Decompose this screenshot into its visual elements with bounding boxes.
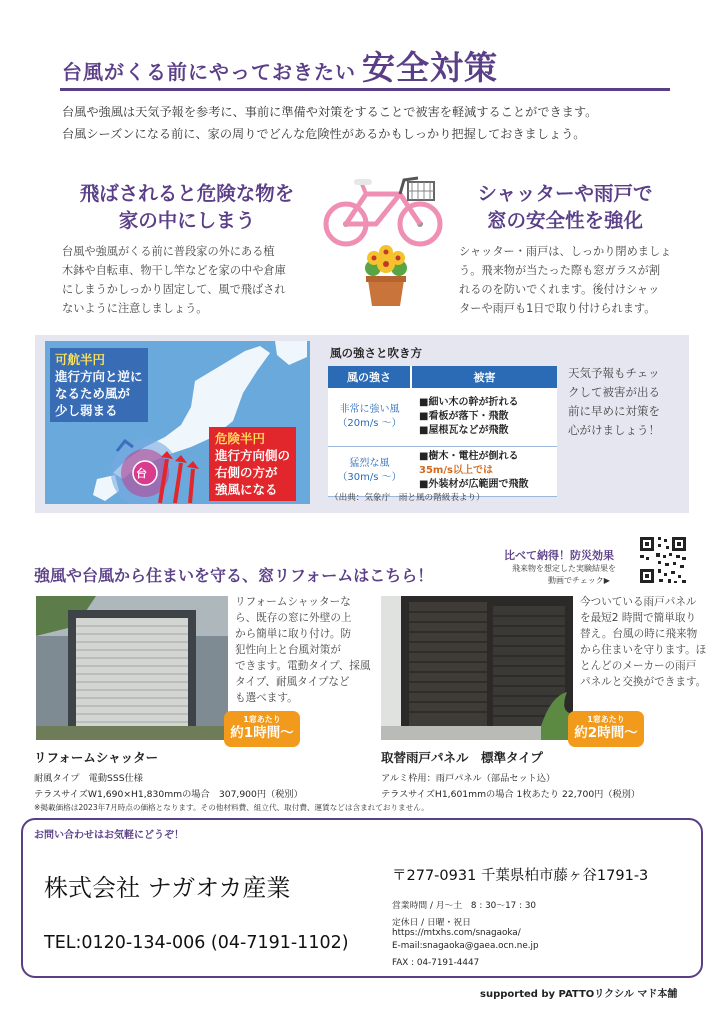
shutter-price: テラスサイズW1,690×H1,830mmの場合 307,900円（税別） [34,789,303,800]
typhoon-label: 台 [136,467,147,480]
fax-number: FAX : 04-7191-4447 [392,958,480,968]
strength-line: 猛烈な風 [349,458,390,469]
danger-line: 強風になる [215,482,278,497]
email-link[interactable]: E-mail:snagaoka@gaea.ocn.ne.jp [392,941,539,951]
table-row [328,446,557,496]
left-text-line: にしまうかしっかり固定して、風で飛ばされ [62,283,286,296]
forecast-line: 天気予報もチェッ [568,366,660,380]
right-heading-line-2: 窓の安全性を強化 [486,209,643,232]
bicycle-flowerpot-illustration [318,172,448,312]
left-text-line: ないように注意しましょう。 [62,302,208,315]
row-strength [328,388,411,446]
desc-line: タイプ、耐風タイプなど [235,676,350,688]
badge-small-text: 1窓あたり [243,715,281,724]
title-main: 台風がくる前にやっておきたい [62,60,356,84]
right-text-line: ターや雨戸も1日で取り付けられます。 [459,302,656,315]
shutter-time-badge [224,711,300,747]
desc-line: ら、既存の窓に外壁の上 [235,612,352,624]
danger-line: 進行方向側の [215,448,291,463]
forecast-line: 心がけましょう！ [568,423,660,437]
left-section-text [62,242,317,318]
strength-line: 非常に強い風 [339,403,400,415]
storm-door-product-name: 取替雨戸パネル 標準タイプ [381,750,543,765]
wind-table [328,366,557,497]
right-section-text [459,242,704,318]
badge-large-text: 約1時間～ [230,725,294,741]
desc-line: とんどのメーカーの雨戸 [580,660,697,672]
left-text-line: 木鉢や自転車、物干し竿などを家の中や倉庫 [62,264,286,277]
right-section-heading [445,180,685,234]
storm-door-price: テラスサイズH1,601mmの場合 1枚あたり 22,700円（税別） [381,789,641,800]
storm-door-time-badge [568,711,644,747]
wind-table-header [328,366,557,388]
flower-pot-icon [365,245,407,306]
damage-item: ■細い木の幹が折れる [419,396,519,408]
danger-title: 危険半円 [215,431,266,446]
typhoon-map [45,341,310,504]
right-text-line: れるのを防いでくれます。後付けシャッ [459,283,660,296]
damage-item: 35m/s以上では [419,465,493,476]
price-note: ※掲載価格は2023年7月時点の価格となります。その他材料費、組立代、取付費、運賃などは含まれておりません。 [34,803,429,812]
damage-item: ■外装材が広範囲で飛散 [419,479,529,490]
forecast-line: クして被害が出る [568,385,660,399]
strength-line: （30m/s ～） [337,472,402,483]
compare-video-link[interactable]: 動画でチェック▶ [548,576,610,585]
desc-line: パネルと交換ができます。 [580,676,707,688]
company-address: 〒277-0931 千葉県柏市藤ヶ谷1791-3 [392,868,649,884]
shutter-description [235,594,371,706]
right-text-line: う。飛来物が当たった際も窓ガラスが割 [459,264,661,277]
reform-heading: 強風や台風から住まいを守る、窓リフォームはこちら！ [34,566,434,585]
danger-line: 右側の方が [215,465,278,480]
desc-line: も選べます。 [235,692,298,704]
shutter-product-name: リフォームシャッター [34,750,159,765]
right-heading-line-1: シャッターや雨戸で [477,182,653,205]
left-text-line: 台風や強風がくる前に普段家の外にある植 [62,245,275,258]
storm-door-description [580,594,706,690]
navigable-line: 進行方向と逆に [55,369,143,384]
wind-table-title: 風の強さと吹き方 [330,346,422,360]
shutter-photo [36,596,228,740]
row-strength [328,446,411,496]
desc-line: から簡単に取り付け。防 [235,628,352,640]
desc-line: できます。電動タイプ、採風 [235,660,371,672]
wind-table-source: （出典：気象庁 雨と風の階級表より） [330,493,485,503]
table-row [328,388,557,446]
desc-line: を最短2 時間で簡単取り [580,612,697,624]
left-heading-line-1: 飛ばされると危険な物を [79,182,295,205]
storm-door-photo [381,596,573,740]
left-heading-line-2: 家の中にしまう [118,209,256,232]
telephone-number[interactable]: TEL:0120-134-006 (04-7191-1102) [44,933,349,953]
compare-sub-1: 飛来物を想定した実験結果を [512,564,616,573]
navigable-title: 可航半円 [55,352,106,367]
navigable-semicircle-label [50,348,148,422]
qr-code-icon[interactable] [638,535,688,585]
website-link[interactable]: https://mtxhs.com/snagaoka/ [392,928,521,938]
desc-line: 犯性向上と台風対策が [235,644,341,656]
title-underline [60,88,670,91]
left-section-heading [52,180,322,234]
compare-title: 比べて納得！防災効果 [504,549,614,562]
desc-line: から住まいを守ります。ほ [580,644,707,656]
row-damage [411,446,557,496]
header-damage: 被害 [411,366,557,388]
desc-line: リフォームシャッターな [235,596,351,608]
strength-line: （20m/s ～） [337,417,402,429]
desc-line: 替え。台風の時に飛来物 [580,628,698,640]
contact-prompt: お問い合わせはお気軽にどうぞ！ [34,830,184,841]
header-strength: 風の強さ [328,366,411,388]
shutter-product-sub: 耐風タイプ 電動SSS仕様 [34,773,143,784]
navigable-line: なるため風が [55,386,131,401]
badge-small-text: 1窓あたり [587,715,625,724]
row-damage [411,388,557,446]
forecast-note [568,364,660,440]
damage-item: ■樹木・電柱が倒れる [419,451,519,462]
footer-credit: supported by PATTOリクシル マド本舗 [480,989,678,1000]
danger-semicircle-label [209,427,296,501]
navigable-line: 少し弱まる [55,403,118,418]
title-emphasis: 安全対策 [362,48,498,87]
intro-line-1: 台風や強風は天気予報を参考に、事前に準備や対策をすることで被害を軽減することができます。 [62,105,598,119]
right-text-line: シャッター・雨戸は、しっかり閉めましょ [459,245,672,258]
holidays: 定休日 / 日曜・祝日 [392,918,471,928]
business-hours: 営業時間 / 月～土 8 : 30～17 : 30 [392,901,537,911]
company-name: 株式会社 ナガオカ産業 [44,874,291,902]
bicycle-icon [326,178,440,244]
desc-line: 今ついている雨戸パネル [580,596,697,608]
badge-large-text: 約2時間～ [574,725,638,741]
intro-line-2: 台風シーズンになる前に、家の周りでどんな危険性があるかもしっかり把握しておきましょう。 [62,127,586,141]
damage-item: ■看板が落下・飛散 [419,410,509,422]
page-title [62,42,498,89]
damage-item: ■屋根瓦などが飛散 [419,424,509,436]
storm-door-product-sub: アルミ枠用：雨戸パネル（部品セット込） [381,773,556,784]
forecast-line: 前に早めに対策を [568,404,660,418]
